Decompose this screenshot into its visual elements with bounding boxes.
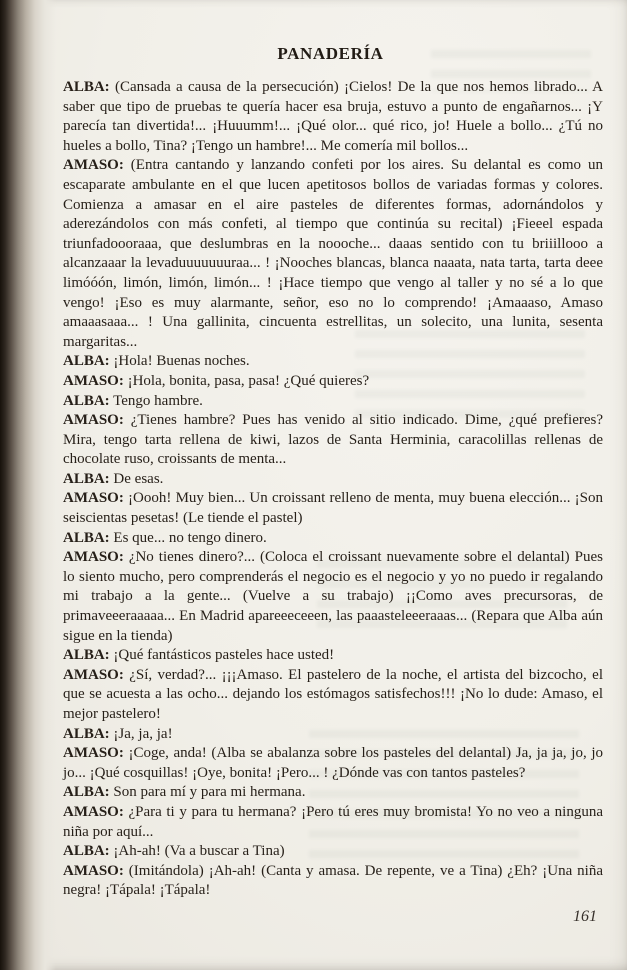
dialogue-paragraph — [63, 744, 603, 783]
speech-text: ¡Qué fantásticos pasteles hace usted! — [113, 647, 335, 664]
speaker-name: AMASO: — [63, 412, 124, 429]
speech-text: ¡Hola! Buenas noches. — [113, 353, 250, 370]
speaker-name: ALBA: — [63, 353, 110, 370]
speaker-name: ALBA: — [63, 529, 110, 546]
speaker-name: ALBA: — [63, 843, 110, 860]
speech-text: ¿Sí, verdad?... ¡¡¡Amaso. El pastelero de la noche, el artista del bizcocho, el que se acuesta a las ocho... dejando los estómagos satisfechos!!! ¡No lo dude: Amaso, el mejor pastelero! — [63, 666, 604, 722]
speech-text: ¡Oooh! Muy bien... Un croissant relleno de menta, muy buena elección... ¡Son seiscientas pesetas! (Le tiende el pastel) — [63, 490, 603, 527]
speech-text: ¡Ja, ja, ja! — [113, 725, 173, 742]
speech-text: ¿Tienes hambre? Pues has venido al sitio indicado. Dime, ¿qué prefieres? Mira, tengo tarta rellena de kiwi, lazos de Santa Herminia, caracolillas rellenas de chocolate ruso, croissants de menta... — [63, 412, 604, 468]
speaker-name: ALBA: — [63, 647, 110, 664]
dialogue-paragraph — [63, 842, 603, 862]
dialogue-paragraph — [63, 489, 603, 528]
dialogue-paragraph — [63, 392, 603, 412]
dialogue-paragraph — [63, 666, 603, 725]
speaker-name: AMASO: — [63, 549, 124, 566]
speech-text: ¡Hola, bonita, pasa, pasa! ¿Qué quieres? — [127, 372, 370, 389]
dialogue-paragraph — [63, 803, 603, 842]
dialogue-paragraph — [63, 470, 603, 490]
binding-gutter-shadow — [0, 0, 56, 970]
dialogue-paragraph — [63, 783, 603, 803]
speech-text: (Entra cantando y lanzando confeti por los aires. Su delantal es como un escaparate ambulante en el que lucen apetitosos bollos de variadas formas y colores. Comienza a amasar en el aire pasteles de diferentes formas, adornándolos y aderezándolos con más confeti, al tiempo que continúa su recital) ¡Fieeel espada triunfadoooraaa, que deslumbras en la noooche... daaas sentido con tu briiillooo a alcanzaaar la levaduuuuuuuraa... ! ¡Nooches blancas, blanca naaata, nata tarta, tarta deee limóóón, limón, limón, limón... ! ¡Hace tiempo que vengo al taller y no sé a lo que vengo! ¡Eso es muy alarmante, señor, eso no lo comprendo! ¡Amaaaso, Amaso amaaasaaa... ! Una gallinita, cincuenta estrellitas, un solecito, una lunita, sesenta margaritas... — [63, 157, 604, 350]
speaker-name: ALBA: — [63, 79, 110, 95]
dialogue-paragraph — [63, 372, 603, 392]
speaker-name: ALBA: — [63, 784, 110, 801]
dialogue-paragraph — [63, 529, 603, 549]
dialogue-paragraph — [63, 78, 603, 156]
speaker-name: ALBA: — [63, 725, 110, 742]
speech-text: ¿Para ti y para tu hermana? ¡Pero tú eres muy bromista! Yo no veo a ninguna niña por aquí... — [63, 803, 604, 840]
dialogue-paragraph — [63, 862, 603, 901]
speech-text: Tengo hambre. — [113, 392, 203, 409]
dialogue-paragraph — [63, 156, 603, 352]
speaker-name: ALBA: — [63, 392, 110, 409]
page-title: PANADERÍA — [277, 44, 384, 63]
speech-text: Son para mí y para mi hermana. — [113, 784, 306, 801]
speaker-name: AMASO: — [63, 372, 124, 389]
dialogue-paragraph — [63, 646, 603, 666]
speech-text: (Cansada a causa de la persecución) ¡Cielos! De la que nos hemos librado... A saber que tipo de pruebas te quería hacer esa bruja, estuvo a punto de engañarnos... ¡Y parecía tan divertida!... ¡Huuumm!... ¡Qué olor... qué rico, jo! Huele a bollo... ¿Tú no hueles a bollo, Tina? ¡Tengo un hambre!... Me comería mil bollos... — [63, 79, 603, 154]
speaker-name: AMASO: — [63, 803, 124, 820]
speaker-name: AMASO: — [63, 666, 124, 683]
speaker-name: AMASO: — [63, 490, 124, 507]
dialogue-paragraph — [63, 725, 603, 745]
page-number: 161 — [573, 908, 597, 925]
dialogue-list — [63, 78, 603, 901]
speech-text: ¡Ah-ah! (Va a buscar a Tina) — [113, 843, 285, 860]
speech-text: ¡Coge, anda! (Alba se abalanza sobre los pasteles del delantal) Ja, ja ja, jo, jo jo... ¡Qué cosquillas! ¡Oye, bonita! ¡Pero... ! ¿Dónde vas con tantos pasteles? — [63, 745, 604, 781]
speech-text: (Imitándola) ¡Ah-ah! (Canta y amasa. De repente, ve a Tina) ¿Eh? ¡Una niña negra! ¡Tápala! ¡Tápala! — [63, 862, 603, 899]
speaker-name: AMASO: — [63, 157, 124, 174]
speaker-name: ALBA: — [63, 470, 110, 487]
speaker-name: AMASO: — [63, 745, 124, 762]
speaker-name: AMASO: — [63, 862, 124, 879]
speech-text: Es que... no tengo dinero. — [113, 529, 267, 546]
dialogue-paragraph — [63, 411, 603, 470]
speech-text: De esas. — [113, 470, 164, 487]
dialogue-paragraph — [63, 352, 603, 372]
dialogue-paragraph — [63, 548, 603, 646]
speech-text: ¿No tienes dinero?... (Coloca el croissant nuevamente sobre el delantal) Pues lo siento mucho, pero comprenderás el negocio es el negocio y yo no puedo ir regalando mi trabajo a la gente... (Vuelve a su trabajo) ¡¡Como aves precursoras, de primaveeeraaaaa... En Madrid apareeeceeen, las paaasteleeeraaas... (Repara que Alba aún sigue en la tienda) — [63, 549, 603, 644]
